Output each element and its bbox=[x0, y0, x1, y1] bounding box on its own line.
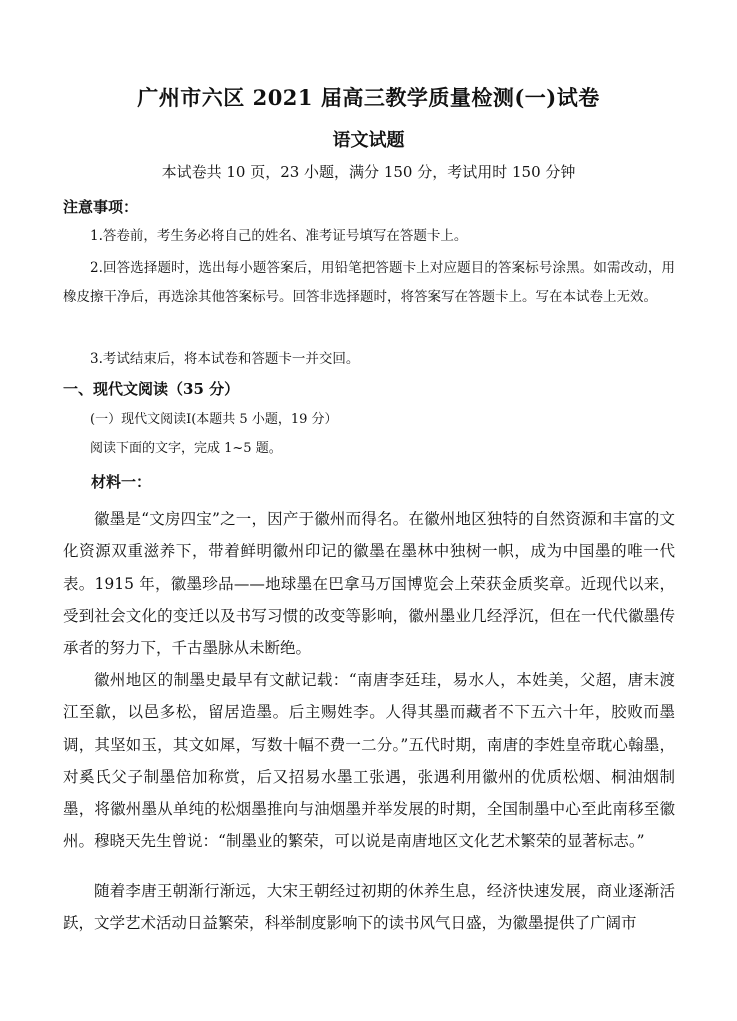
material-label: 材料一： bbox=[91, 473, 152, 491]
notice-item: 1.答卷前，考生务必将自己的姓名、准考证号填写在答题卡上。 bbox=[90, 228, 468, 244]
exam-title: 广州市六区 2021 届高三教学质量检测(一)试卷 bbox=[137, 85, 600, 110]
notice-item: 2.回答选择题时，选出每小题答案后，用铅笔把答题卡上对应题目的答案标号涂黑。如需改动，用橡皮擦干净后，再选涂其他答案标号。回答非选择题时，将答案写在答题卡上。写在本试卷上无效。 bbox=[63, 260, 675, 305]
reading-instruction: 阅读下面的文字，完成 1~5 题。 bbox=[90, 441, 282, 456]
exam-subtitle: 语文试题 bbox=[332, 130, 405, 151]
body-paragraph: 徽州地区的制墨史最早有文献记载：“南唐李廷珪，易水人，本姓美，父超，唐末渡江至歙，以邑多松，留居造墨。后主赐姓李。人得其墨而藏者不下五六十年，胶败而墨调，其坚如玉，其文如犀，写数十幅不费一二分。”五代时期，南唐的李姓皇帝耽心翰墨，对奚氏父子制墨倍加称赏，后又招易水墨工张遇，张遇利用徽州的优质松烟、桐油烟制墨，将徽州墨从单纯的松烟墨推向与油烟墨并举发展的时期，全国制墨中心至此南移至徽州。穆晓天先生曾说：“制墨业的繁荣，可以说是南唐地区文化艺术繁荣的显著标志。” bbox=[63, 671, 675, 851]
notice-heading: 注意事项： bbox=[63, 198, 139, 216]
body-paragraph: 徽墨是“文房四宝”之一，因产于徽州而得名。在徽州地区独特的自然资源和丰富的文化资源双重滋养下，带着鲜明徽州印记的徽墨在墨林中独树一帜，成为中国墨的唯一代表。1915 年，徽墨珍品——地球墨在巴拿马万国博览会上荣获金质奖章。近现代以来，受到社会文化的变迁以及书写习惯的改变等影响，徽州墨业几经浮沉，但在一代代徽墨传承者的努力下，千古墨脉从未断绝。 bbox=[63, 510, 675, 658]
notice-item: 3.考试结束后，将本试卷和答题卡一并交回。 bbox=[90, 351, 360, 367]
body-paragraph: 随着李唐王朝渐行渐远，大宋王朝经过初期的休养生息，经济快速发展，商业逐渐活跃，文学艺术活动日益繁荣，科举制度影响下的读书风气日盛，为徽墨提供了广阔市 bbox=[63, 882, 675, 933]
section-heading: 一、现代文阅读（35 分） bbox=[63, 380, 240, 398]
subsection-heading: (一）现代文阅读Ⅰ(本题共 5 小题，19 分） bbox=[90, 412, 338, 427]
exam-info: 本试卷共 10 页，23 小题，满分 150 分，考试用时 150 分钟 bbox=[161, 163, 576, 181]
